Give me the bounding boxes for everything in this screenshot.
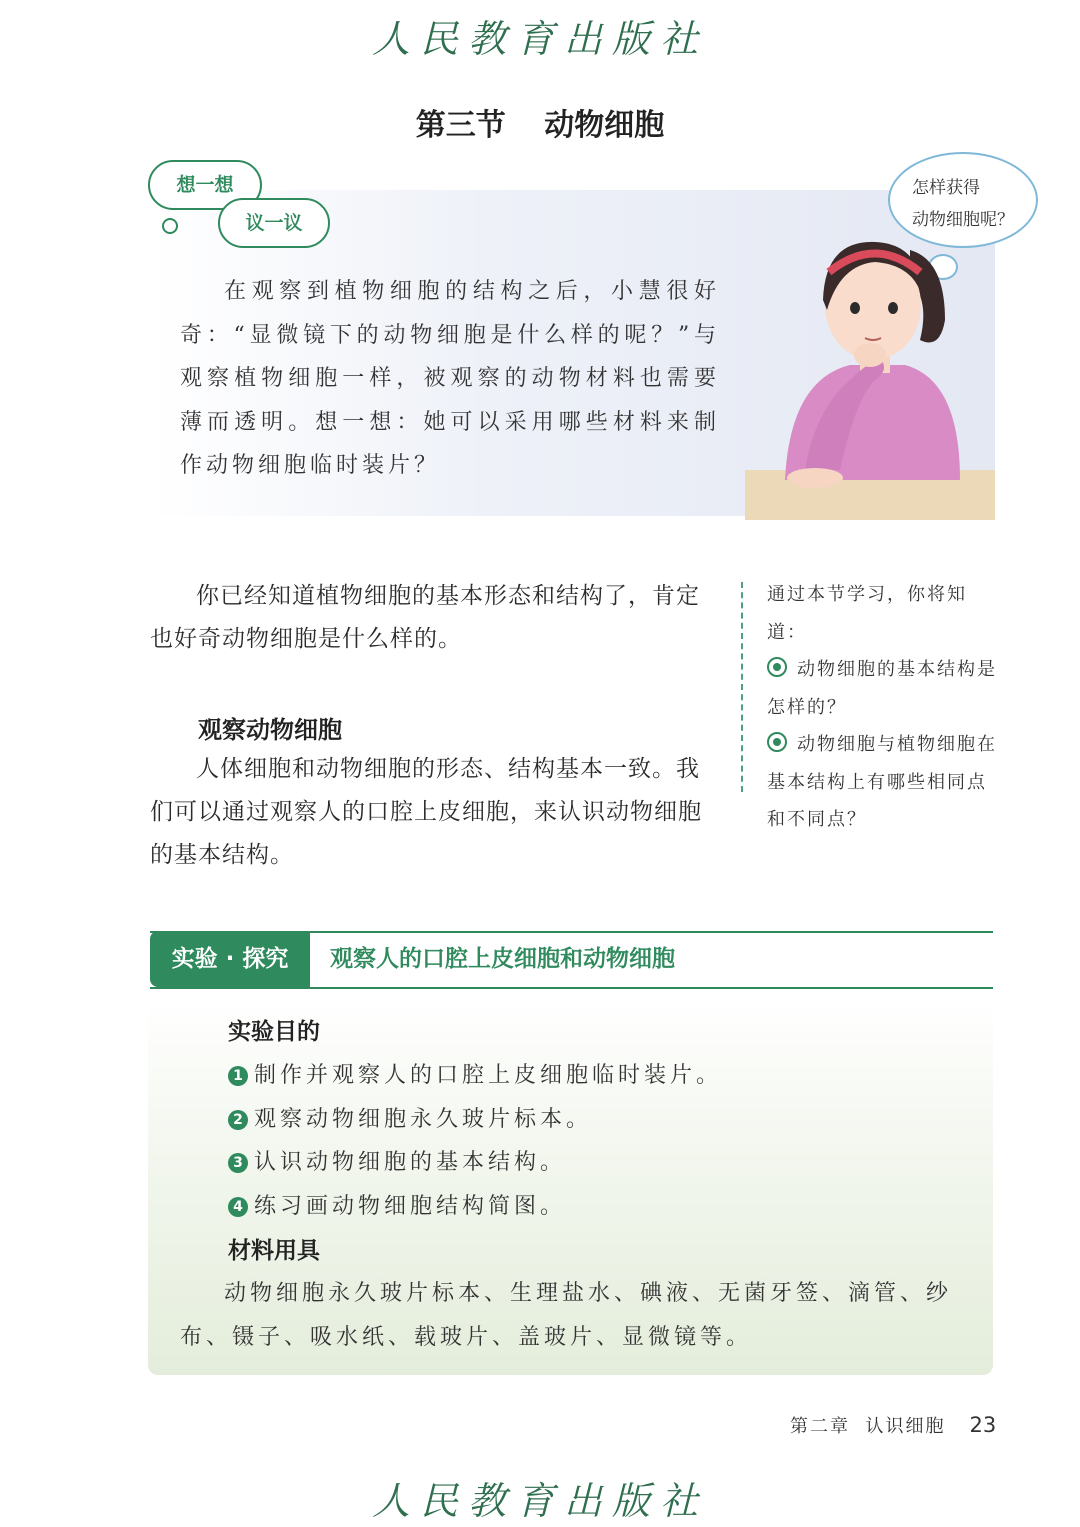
number-badge-icon: 1 bbox=[228, 1066, 248, 1086]
learning-goal-2 bbox=[767, 726, 997, 839]
footer-chapter: 第二章 bbox=[790, 1416, 850, 1437]
observe-heading: 观察动物细胞 bbox=[198, 716, 342, 744]
number-badge-icon: 4 bbox=[228, 1197, 248, 1217]
experiment-tag: 实验 · 探究 bbox=[150, 931, 310, 987]
section-title bbox=[0, 100, 1080, 144]
think-bubble-dot bbox=[162, 218, 178, 234]
section-number: 第三节 bbox=[415, 108, 506, 143]
page-footer bbox=[790, 1412, 996, 1438]
footer-chapter-title: 认识细胞 bbox=[865, 1416, 946, 1437]
learning-goals-intro: 通过本节学习，你将知道： bbox=[767, 584, 967, 643]
materials-text: 动物细胞永久玻片标本、生理盐水、碘液、无菌牙签、滴管、纱布、镊子、吸水纸、载玻片、盖玻片、显微镜等。 bbox=[180, 1281, 953, 1350]
number-badge-icon: 2 bbox=[228, 1110, 248, 1130]
aim-item bbox=[228, 1098, 988, 1142]
thinking-girl-illustration bbox=[745, 230, 995, 520]
learning-goals-note bbox=[767, 576, 997, 839]
materials-heading: 材料用具 bbox=[228, 1238, 320, 1264]
intro-text: 你已经知道植物细胞的基本形态和结构了，肯定也好奇动物细胞是什么样的。 bbox=[150, 583, 700, 652]
observe-paragraph bbox=[150, 748, 722, 877]
number-badge-icon: 3 bbox=[228, 1153, 248, 1173]
intro-paragraph bbox=[150, 575, 722, 661]
materials-paragraph bbox=[180, 1272, 966, 1359]
page-number: 23 bbox=[969, 1413, 997, 1437]
aim-text: 练习画动物细胞结构简图。 bbox=[254, 1193, 567, 1219]
aim-item bbox=[228, 1054, 988, 1098]
learning-goal-1-text: 动物细胞的基本结构是怎样的？ bbox=[767, 659, 997, 718]
bullet-icon bbox=[767, 732, 787, 752]
aim-text: 观察动物细胞永久玻片标本。 bbox=[254, 1106, 593, 1132]
publisher-watermark-bottom: 人民教育出版社 bbox=[371, 1479, 708, 1523]
bullet-icon bbox=[767, 657, 787, 677]
aim-text: 制作并观察人的口腔上皮细胞临时装片。 bbox=[254, 1063, 723, 1088]
observe-text: 人体细胞和动物细胞的形态、结构基本一致。我们可以通过观察人的口腔上皮细胞，来认识动物细胞的基本结构。 bbox=[150, 756, 702, 868]
learning-goal-1 bbox=[767, 651, 997, 726]
margin-divider bbox=[741, 582, 743, 792]
think-bubble: 想一想 bbox=[148, 160, 262, 210]
aim-item bbox=[228, 1185, 988, 1229]
girl-speech-line1: 怎样获得 bbox=[912, 178, 980, 198]
aims-heading: 实验目的 bbox=[228, 1019, 320, 1045]
learning-goal-2-text: 动物细胞与植物细胞在基本结构上有哪些相同点和不同点？ bbox=[767, 734, 997, 830]
section-name: 动物细胞 bbox=[544, 108, 665, 143]
think-paragraph bbox=[180, 270, 720, 488]
discuss-bubble: 议一议 bbox=[218, 198, 330, 248]
girl-speech-line2: 动物细胞呢？ bbox=[912, 210, 1014, 230]
think-text: 在观察到植物细胞的结构之后，小慧很好奇：“显微镜下的动物细胞是什么样的呢？”与观察植物细胞一样，被观察的动物材料也需要薄而透明。想一想：她可以采用哪些材料来制作动物细胞临时装片？ bbox=[180, 279, 720, 478]
aims-list bbox=[228, 1054, 988, 1228]
aim-text: 认识动物细胞的基本结构。 bbox=[254, 1150, 567, 1175]
publisher-watermark-top: 人民教育出版社 bbox=[371, 17, 708, 61]
experiment-title: 观察人的口腔上皮细胞和动物细胞 bbox=[330, 946, 675, 972]
aim-item bbox=[228, 1141, 988, 1185]
